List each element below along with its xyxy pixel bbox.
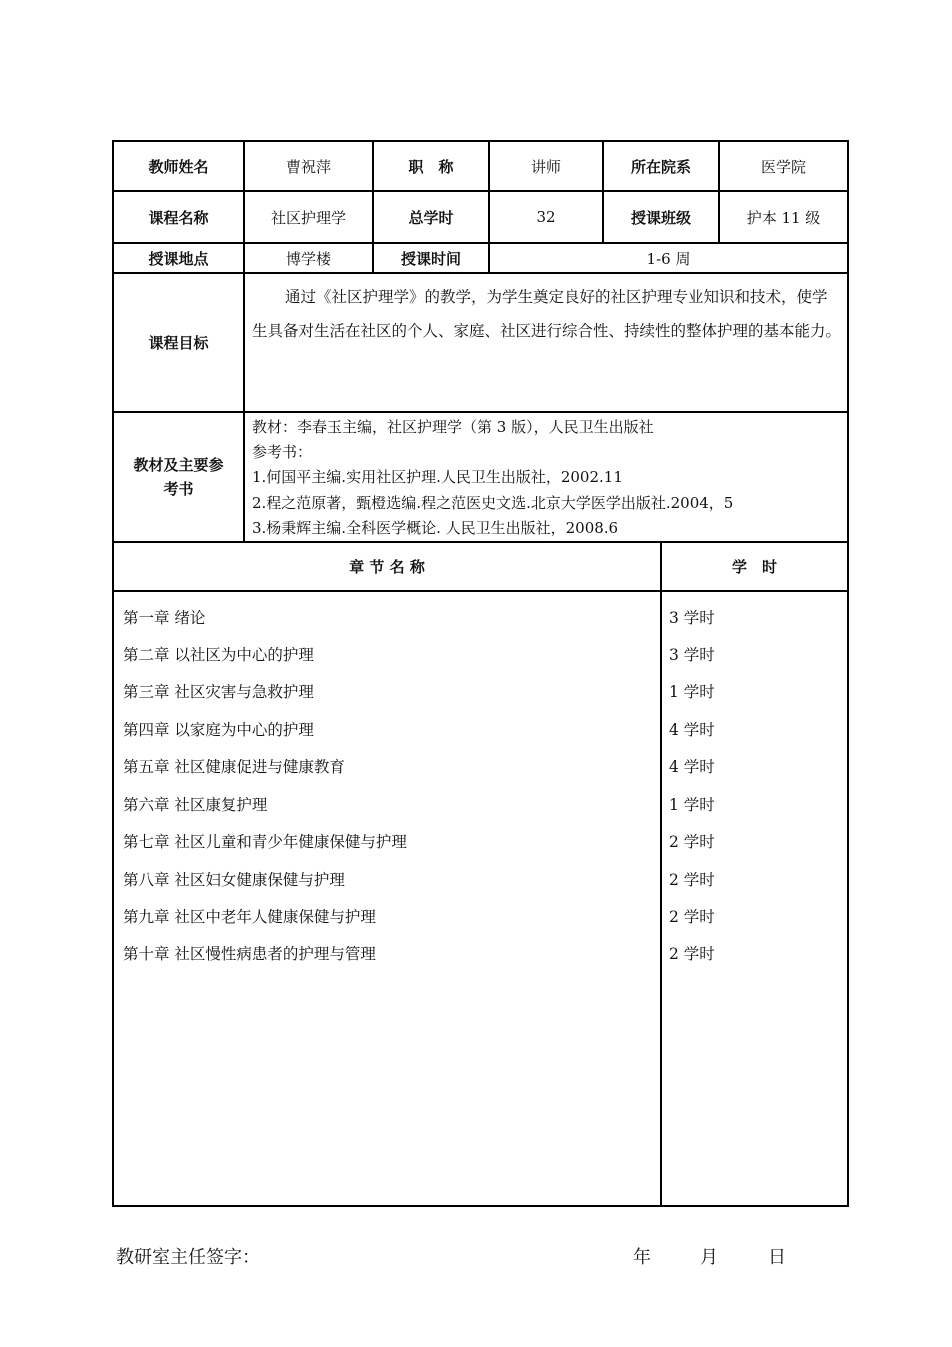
chapter-hours: 4 学时 <box>669 721 715 739</box>
textbook-line: 2.程之范原著，甄橙选编.程之范医史文选.北京大学医学出版社.2004，5 <box>252 494 734 512</box>
textbook-line: 教材：李春玉主编，社区护理学（第 3 版），人民卫生出版社 <box>252 418 654 436</box>
chapter-hours: 2 学时 <box>669 871 715 889</box>
textbook-label-line1: 教材及主要参 <box>133 456 224 474</box>
chapter-title: 第六章 社区康复护理 <box>123 796 268 814</box>
textbook-line: 参考书： <box>252 443 313 461</box>
class-value: 护本 11 级 <box>746 208 821 227</box>
chapter-header: 章 节 名 称 <box>349 558 425 576</box>
chapter-title: 第一章 绪论 <box>123 609 206 627</box>
total-hours-label: 总学时 <box>408 208 454 227</box>
chapter-title: 第八章 社区妇女健康保健与护理 <box>123 871 345 889</box>
textbook-label-line2: 考书 <box>163 480 194 498</box>
chapter-title: 第十章 社区慢性病患者的护理与管理 <box>123 945 376 963</box>
chapter-hours: 2 学时 <box>669 908 715 926</box>
place-label: 授课地点 <box>148 249 209 268</box>
chapter-hours: 3 学时 <box>669 646 715 664</box>
total-hours-value: 32 <box>536 208 556 226</box>
chapter-hours: 4 学时 <box>669 758 715 776</box>
chapter-title: 第二章 以社区为中心的护理 <box>123 646 314 664</box>
job-title-label: 职 称 <box>408 157 454 176</box>
textbook-label <box>114 413 243 541</box>
chapter-title: 第七章 社区儿童和青少年健康保健与护理 <box>123 833 407 851</box>
col-divider <box>660 541 662 1206</box>
textbook-line: 1.何国平主编.实用社区护理.人民卫生出版社，2002.11 <box>252 468 623 486</box>
time-value: 1-6 周 <box>646 249 691 268</box>
teacher-name-value: 曹祝萍 <box>285 157 331 176</box>
chapter-title: 第九章 社区中老年人健康保健与护理 <box>123 908 376 926</box>
department-value: 医学院 <box>760 157 806 176</box>
class-label: 授课班级 <box>630 208 691 227</box>
chapter-hours: 2 学时 <box>669 833 715 851</box>
department-label: 所在院系 <box>630 157 691 176</box>
date-year-label: 年 <box>633 1247 651 1268</box>
course-name-value: 社区护理学 <box>270 208 346 227</box>
hours-header: 学 时 <box>731 558 777 576</box>
chapter-title: 第五章 社区健康促进与健康教育 <box>123 758 345 776</box>
textbook-line: 3.杨秉辉主编.全科医学概论. 人民卫生出版社，2008.6 <box>252 519 619 537</box>
course-goal-text: 通过《社区护理学》的教学，为学生奠定良好的社区护理专业知识和技术，使学生具备对生活在社区的个人、家庭、社区进行综合性、持续性的整体护理的基本能力。 <box>252 288 842 340</box>
chapter-hours: 2 学时 <box>669 945 715 963</box>
director-signature-label: 教研室主任签字： <box>116 1247 260 1268</box>
date-month-label: 月 <box>700 1247 718 1268</box>
course-goal-label: 课程目标 <box>148 334 209 352</box>
date-day-label: 日 <box>768 1247 786 1268</box>
row-divider <box>113 590 848 592</box>
chapter-title: 第四章 以家庭为中心的护理 <box>123 721 314 739</box>
course-name-label: 课程名称 <box>148 208 209 227</box>
chapter-hours: 3 学时 <box>669 609 715 627</box>
teacher-name-label: 教师姓名 <box>148 157 209 176</box>
chapter-hours: 1 学时 <box>669 683 715 701</box>
job-title-value: 讲师 <box>530 157 561 176</box>
chapter-title: 第三章 社区灾害与急救护理 <box>123 683 314 701</box>
chapter-hours: 1 学时 <box>669 796 715 814</box>
time-label: 授课时间 <box>400 249 461 268</box>
place-value: 博学楼 <box>285 249 331 268</box>
